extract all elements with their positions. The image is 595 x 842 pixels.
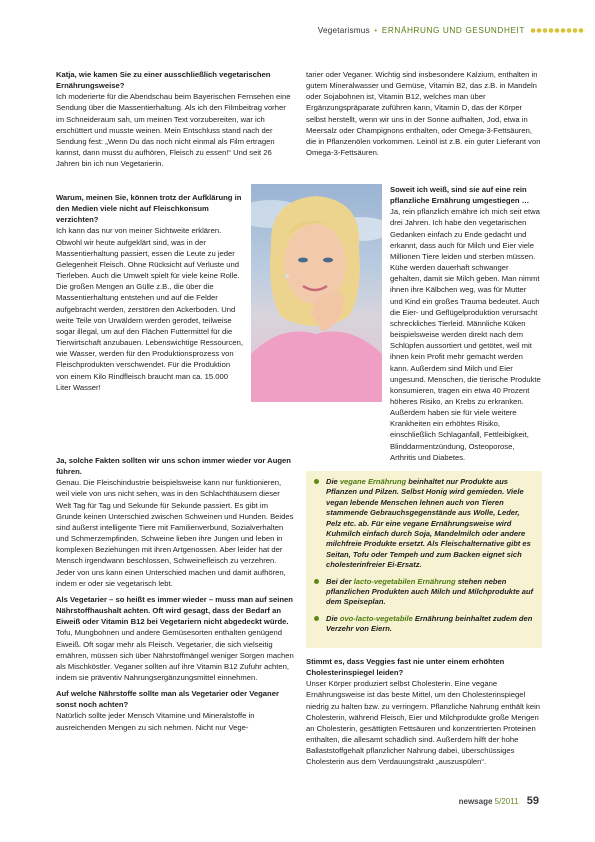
term-ovo-lacto: ovo-lacto-vegetabile (339, 613, 413, 623)
question-4: Ja, solche Fakten sollten wir uns schon immer wieder vor Augen führen. (56, 456, 291, 477)
running-header (318, 26, 525, 35)
bullet-icon (314, 479, 319, 484)
page-number: 59 (526, 795, 539, 807)
left-mid-block (56, 192, 244, 393)
question-5: Als Vegetarier – so heißt es immer wieder – muss man auf seinen Nährstoffhaushalt achten. Oft wird gesagt, dass der Bedarf an Eiweiß oder Vitamin B12 bei Vegetariern nicht abgedeckt würde. (56, 594, 293, 627)
header-section: Vegetarismus (317, 26, 370, 35)
question-1: Katja, wie kamen Sie zu einer ausschließlich vegetarischen Ernährungsweise? (56, 70, 271, 91)
question-6: Auf welche Nährstoffe sollte man als Vegetarier oder Veganer sonst noch achten? (56, 689, 279, 710)
question-7: Stimmt es, dass Veggies fast nie unter einem erhöhten Cholesterinspiegel leiden? (306, 657, 505, 678)
answer-3: Ja, rein pflanzlich ernähre ich mich seit etwa drei Jahren. Ich habe den vegetarischen Gedanken einfach zu Ende gedacht und erkannt, dass auch für Milch und Eier viele Millionen Tiere leiden und sterben müssen. Kühe werden dauerhaft schwanger gehalten, damit sie Milch geben. Man nimmt ihnen ihre Kälbchen weg, was für Mutter und Kind ein großes Trauma bedeutet. Auch die Eier- und Geflügelproduktion verursacht schreckliches Tierleid. Männliche Küken beispielsweise werden direkt nach dem Schlüpfen aussortiert und getötet, weil mit ihnen kein Profit mehr gemacht werden kann. Außerdem sind Milch und Eier ungesund. Menschen, die tierische Produkte konsumieren, tragen ein etwa 40 Prozent höheres Risiko, an Krebs zu erkranken. Außerdem haben sie für viele weitere Krankheiten ein erhöhtes Risiko, einschließlich Schlaganfall, Fettleibigkeit, Blinddarmentzündung, Osteoporose, Arthritis und Diabetes. (390, 207, 541, 462)
answer-nutrients-continued: tarier oder Veganer. Wichtig sind insbesondere Kalzium, enthalten in gutem Mineralwasser und Gemüse, Vitamin B2, das z.B. in Mandeln oder Sojabohnen ist, Vitamin B12, welches man über Ergänzungspräparate zuführen kann, Vitamin D, das der Körper selbst herstellt, wenn wir uns in der Sonne aufhalten, Jod, etwa in Meersalz oder Champignons enthalten, oder Omega-3-Fettsäuren, die in Pflanzenölen vorkommen. Leinöl ist z.B. ein guter Lieferant von Omega-3-Fettsäuren. (306, 70, 541, 158)
answer-2: Ich kann das nur von meiner Sichtweite erklären. Obwohl wir heute aufgeklärt sind, was in der Massentierhaltung passiert, essen die Leute zu jeder Gelegenheit Fleisch. Ohne Rücksicht auf Verluste und Tierleben. Auch die Umwelt spielt für viele keine Rolle. Die großen Mengen an Gülle z.B., die über die Massentierhaltung entstehen und auf die Felder aufgebracht werden, zerstören den Ackerboden. Und weite Teile von Urwäldern werden gerodet, teilweise sogar illegal, um auf den Flächen Futtermittel für die Tierwirtschaft anzubauen. Lebenswichtige Ressourcen, wie Wasser, werden für den Produktionsprozess von Fleischprodukten verschwendet. Für die Produktion von einem Kilo Rindfleisch braucht man ca. 15.000 Liter Wasser! (56, 226, 244, 392)
header-dot-pattern (530, 26, 585, 35)
issue-number: 5/2011 (494, 797, 519, 806)
answer-5: Tofu, Mungbohnen und andere Gemüsesorten enthalten genügend Eiweiß. Oft sogar mehr als Fleisch. Vegetarier, die sich vielseitig ernähren, müssen sich über Nährstoffmängel weniger Sorgen machen als Mischköstler. Veganer sollten auf ihre Vitamin B12 Zufuhr achten, indem sie präventiv Nahrungsergänzungsmittel einnehmen. (56, 628, 294, 682)
answer-4: Genau. Die Fleischindustrie beispielsweise kann nur funktionieren, weil viele von uns nicht sehen, was in den Schlachthäusern dieser Welt Tag für Tag und Sekunde für Sekunde passiert. Es gibt im Grunde keinen Unterschied zwischen Schweinen und Hunden. Beides sind äußerst intelligente Tiere mit Familienverbund, Sozialverhalten und Schmerzempfinden. Schweine lieben ihre Jungen und leben in komplexen Beziehungen mit ihren Artgenossen. Aber leider hat der Mensch irgendwann beschlossen, Schweinefleisch zu verzehren. Jeder von uns kann einen Unterschied machen und damit aufhören, indem er oder sie vegetarisch lebt. (56, 478, 294, 588)
right-top-block (306, 69, 541, 158)
question-3: Soweit ich weiß, sind sie auf eine rein pflanzliche Ernährung umgestiegen … (390, 185, 530, 206)
bullet-icon (314, 579, 319, 584)
question-2: Warum, meinen Sie, können trotz der Aufklärung in den Medien viele nicht auf Fleischkonsum verzichten? (56, 193, 242, 225)
right-bottom-block (306, 656, 542, 768)
magazine-brand: newsage (458, 797, 493, 806)
term-lacto: lacto-vegetabilen Ernährung (353, 576, 456, 586)
page-footer (459, 795, 539, 807)
info-item-lacto: Bei der lacto-vegetabilen Ernährung stehen neben pflanzlichen Produkten auch Milch und Milchprodukte auf dem Speiseplan. (312, 577, 534, 608)
portrait-illustration (251, 184, 382, 402)
right-mid-block (390, 184, 541, 463)
left-bottom-block (56, 455, 294, 733)
term-vegan: vegane Ernährung (339, 477, 407, 486)
info-item-vegan: Die vegane Ernährung beinhaltet nur Produkte aus Pflanzen und Pilzen. Selbst Honig wird gemieden. Viele vegan lebende Menschen lehnen auch von Tieren stammende Gebrauchsgegenstände aus Wolle, Leder, Pelz etc. ab. Für eine vegane Ernährungsweise wird Kuhmilch einfach durch Soja, Mandelmilch oder andere milchfreie Produkte ersetzt. Als Fleischalternative gibt es Seitan, Tofu oder Tempeh und zum Backen eignet sich cholesterinfreier Ei-Ersatz. (312, 477, 534, 571)
info-item-ovo-lacto: Die ovo-lacto-vegetabile Ernährung beinhaltet zudem den Verzehr von Eiern. (312, 614, 534, 635)
header-separator: • (374, 26, 378, 35)
portrait-photo (251, 184, 382, 402)
answer-7: Unser Körper produziert selbst Cholesterin. Eine vegane Ernährungsweise ist das beste Mittel, um den Cholesterinspiegel niedrig zu halten bzw. zu verringern. Pflanzliche Nahrung enthält kein Cholesterin, während Fleisch, Eier und Milchprodukte große Mengen an Cholesterin, gesättigten Fettsäuren und konzentrierten Proteinen enthalten, die allesamt schädlich sind. Außerdem hilft der hohe Ballaststoffgehalt pflanzlicher Nahrung dabei, überschüssiges Cholesterin aus dem Verdauungstrakt „auszuspülen“. (306, 679, 541, 767)
left-top-block (56, 69, 294, 169)
answer-6: Natürlich sollte jeder Mensch Vitamine und Mineralstoffe in ausreichenden Mengen zu sich nehmen. Nicht nur Vege- (56, 711, 255, 732)
bullet-icon (314, 616, 319, 621)
diet-info-box (306, 471, 542, 648)
header-category: ERNÄHRUNG UND GESUNDHEIT (381, 26, 525, 35)
answer-1: Ich moderierte für die Abendschau beim Bayerischen Fernsehen eine Sendung über die Massentierhaltung. Als ich den Filmbeitrag vorher im Schneideraum sah, um meinen Text vorzubereiten, war ich erschüttert und musste weinen. Mein Entschluss stand nach der Sendung fest: „Wenn Du das noch nicht einmal als Film ertragen kannst, dann musst du aufhören, Fleisch zu essen!“ Und seit 26 Jahren bin ich nun Vegetarierin. (56, 92, 291, 169)
